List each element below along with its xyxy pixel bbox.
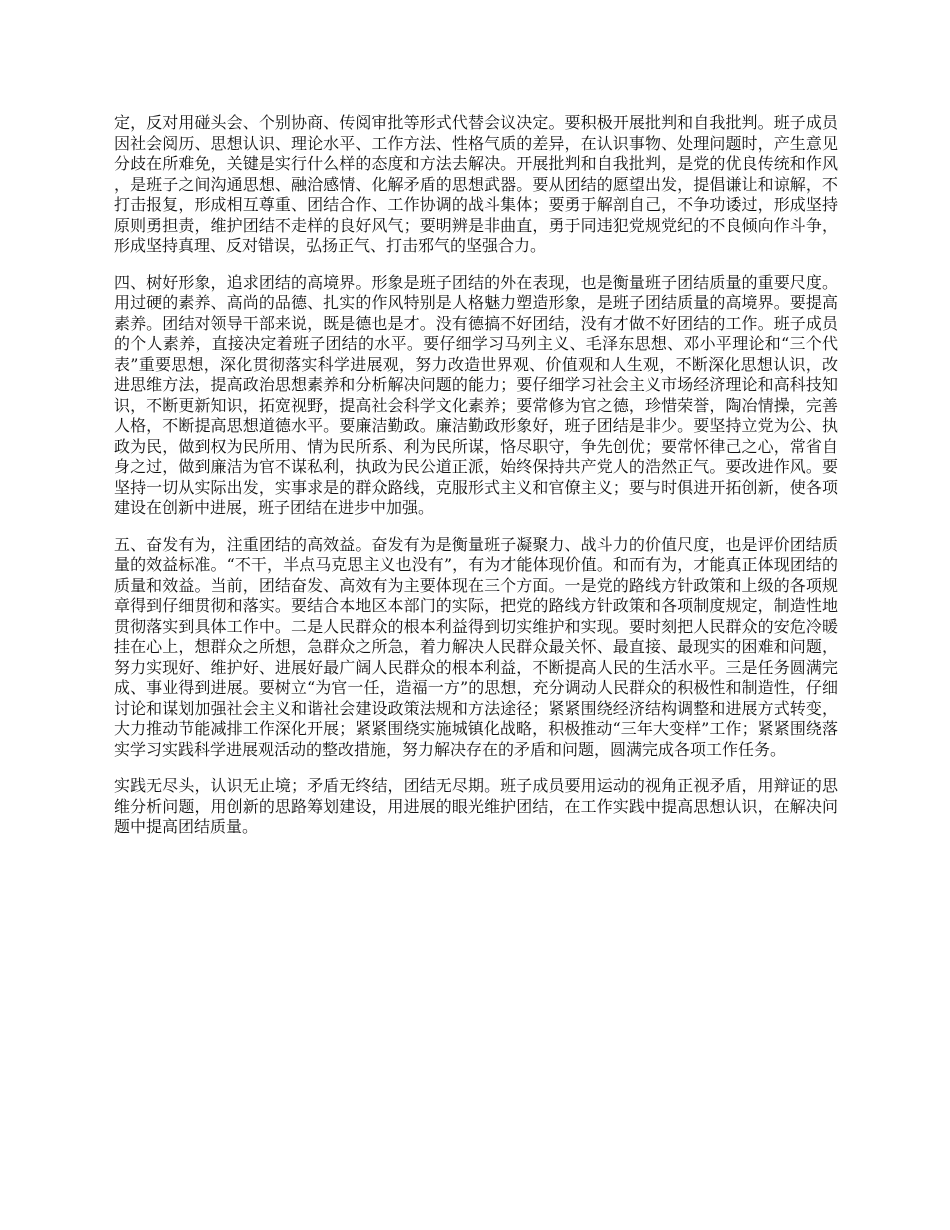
paragraph-2: 四、树好形象，追求团结的高境界。形象是班子团结的外在表现，也是衡量班子团结质量的重要尺度。用过硬的素养、高尚的品德、扎实的作风特别是人格魅力塑造形象，是班子团结质量的高境界。要提高素养。团结对领导干部来说，既是德也是才。没有德搞不好团结，没有才做不好团结的工作。班子成员的个人素养，直接决定着班子团结的水平。要仔细学习马列主义、毛泽东思想、邓小平理论和“三个代表”重要思想，深化贯彻落实科学进展观，努力改造世界观、价值观和人生观，不断深化思想认识，改进思维方法，提高政治思想素养和分析解决问题的能力；要仔细学习社会主义市场经济理论和高科技知识，不断更新知识，拓宽视野，提高社会科学文化素养；要常修为官之德，珍惜荣誉，陶冶情操，完善人格，不断提高思想道德水平。要廉洁勤政。廉洁勤政形象好，班子团结是非少。要坚持立党为公、执政为民，做到权为民所用、情为民所系、利为民所谋，恪尽职守，争先创优；要常怀律己之心，常省自身之过，做到廉洁为官不谋私利，执政为民公道正派，始终保持共产党人的浩然正气。要改进作风。要坚持一切从实际出发，实事求是的群众路线，克服形式主义和官僚主义；要与时俱进开拓创新，使各项建设在创新中进展，班子团结在进步中加强。 [114, 272, 838, 517]
paragraph-3: 五、奋发有为，注重团结的高效益。奋发有为是衡量班子凝聚力、战斗力的价值尺度，也是评价团结质量的效益标准。“不干，半点马克思主义也没有”，有为才能体现价值。和而有为，才能真正体现团结的质量和效益。当前，团结奋发、高效有为主要体现在三个方面。一是党的路线方针政策和上级的各项规章得到仔细贯彻和落实。要结合本地区本部门的实际，把党的路线方针政策和各项制度规定，制造性地贯彻落实到具体工作中。二是人民群众的根本利益得到切实维护和实现。要时刻把人民群众的安危冷暖挂在心上，想群众之所想，急群众之所急，着力解决人民群众最关怀、最直接、最现实的困难和问题，努力实现好、维护好、进展好最广阔人民群众的根本利益，不断提高人民的生活水平。三是任务圆满完成、事业得到进展。要树立“为官一任，造福一方”的思想，充分调动人民群众的积极性和制造性，仔细讨论和谋划加强社会主义和谐社会建设政策法规和方法途径；紧紧围绕经济结构调整和进展方式转变，大力推动节能减排工作深化开展；紧紧围绕实施城镇化战略，积极推动“三年大变样”工作；紧紧围绕落实学习实践科学进展观活动的整改措施，努力解决存在的矛盾和问题，圆满完成各项工作任务。 [114, 534, 838, 759]
paragraph-1: 定，反对用碰头会、个别协商、传阅审批等形式代替会议决定。要积极开展批判和自我批判。班子成员因社会阅历、思想认识、理论水平、工作方法、性格气质的差异，在认识事物、处理问题时，产生意见分歧在所难免，关键是实行什么样的态度和方法去解决。开展批判和自我批判，是党的优良传统和作风，是班子之间沟通思想、融洽感情、化解矛盾的思想武器。要从团结的愿望出发，提倡谦让和谅解，不打击报复，形成相互尊重、团结合作、工作协调的战斗集体；要勇于解剖自己，不争功诿过，形成坚持原则勇担责，维护团结不走样的良好风气；要明辨是非曲直，勇于同违犯党规党纪的不良倾向作斗争，形成坚持真理、反对错误，弘扬正气、打击邪气的坚强合力。 [114, 113, 838, 255]
document-body [114, 113, 838, 854]
paragraph-4: 实践无尽头，认识无止境；矛盾无终结，团结无尽期。班子成员要用运动的视角正视矛盾，用辩证的思维分析问题，用创新的思路筹划建设，用进展的眼光维护团结，在工作实践中提高思想认识，在解决问题中提高团结质量。 [114, 776, 838, 836]
